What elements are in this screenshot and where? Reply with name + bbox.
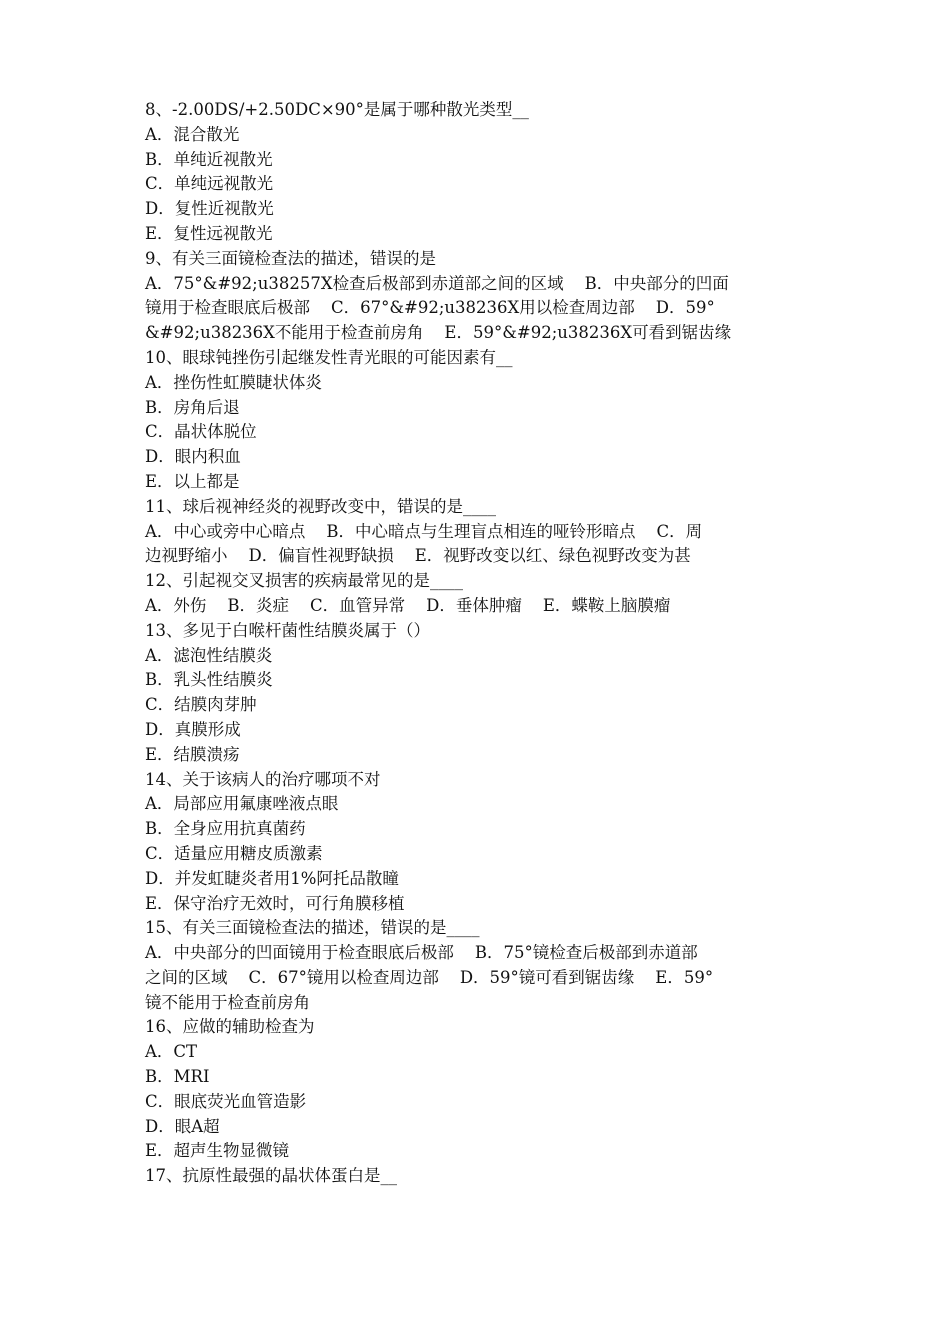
text-line: D．眼A超 <box>145 1116 220 1136</box>
text-line: C．晶状体脱位 <box>145 422 257 442</box>
text-line: 镜用于检查眼底后极部 C．67°&#92;u38236X用以检查周边部 D．59° <box>145 298 715 318</box>
text-line: A．混合散光 <box>145 124 240 144</box>
text-line: 12、引起视交叉损害的疾病最常见的是____ <box>145 571 463 591</box>
text-line: B．单纯近视散光 <box>145 149 273 169</box>
text-line: D．真膜形成 <box>145 719 241 739</box>
text-line: E．以上都是 <box>145 471 240 491</box>
text-line: 之间的区域 C．67°镜用以检查周边部 D．59°镜可看到锯齿缘 E．59° <box>145 967 714 987</box>
text-line: A．中心或旁中心暗点 B．中心暗点与生理盲点相连的哑铃形暗点 C．周 <box>145 521 703 541</box>
text-line: 17、抗原性最强的晶状体蛋白是__ <box>145 1166 397 1186</box>
text-line: A．外伤 B．炎症 C．血管异常 D．垂体肿瘤 E．蝶鞍上脑膜瘤 <box>145 595 671 615</box>
text-line: 14、关于该病人的治疗哪项不对 <box>145 769 381 789</box>
text-line: 15、有关三面镜检查法的描述，错误的是____ <box>145 918 480 938</box>
text-line: 13、多见于白喉杆菌性结膜炎属于（） <box>145 620 430 640</box>
text-line: 9、有关三面镜检查法的描述，错误的是 <box>145 248 436 268</box>
text-line: C．适量应用糖皮质激素 <box>145 843 323 863</box>
text-line: E．复性远视散光 <box>145 223 273 243</box>
text-line: 11、球后视神经炎的视野改变中，错误的是____ <box>145 496 496 516</box>
text-line: C．单纯远视散光 <box>145 174 274 194</box>
text-line: A．挫伤性虹膜睫状体炎 <box>145 372 322 392</box>
text-line: C．眼底荧光血管造影 <box>145 1091 307 1111</box>
text-line: D．眼内积血 <box>145 447 241 467</box>
document-page <box>145 98 820 1189</box>
text-line: D．并发虹睫炎者用1%阿托品散瞳 <box>145 868 399 888</box>
text-line: B．乳头性结膜炎 <box>145 670 273 690</box>
text-line: &#92;u38236X不能用于检查前房角 E．59°&#92;u38236X可看到锯齿缘 <box>145 323 732 343</box>
text-line: 边视野缩小 D．偏盲性视野缺损 E．视野改变以红、绿色视野改变为甚 <box>145 546 691 566</box>
text-line: A．滤泡性结膜炎 <box>145 645 273 665</box>
text-line: 16、应做的辅助检查为 <box>145 1017 315 1037</box>
text-line: B．房角后退 <box>145 397 240 417</box>
text-line: 镜不能用于检查前房角 <box>145 992 310 1012</box>
text-line: E．超声生物显微镜 <box>145 1141 290 1161</box>
text-line: A．75°&#92;u38257X检查后极部到赤道部之间的区域 B．中央部分的凹面 <box>145 273 729 293</box>
text-line: E．结膜溃疡 <box>145 744 240 764</box>
text-line: 8、-2.00DS/+2.50DC×90°是属于哪种散光类型__ <box>145 100 529 119</box>
text-line: E．保守治疗无效时，可行角膜移植 <box>145 893 405 913</box>
text-line: A．CT <box>145 1042 198 1062</box>
text-line: D．复性近视散光 <box>145 199 274 219</box>
text-line: B．全身应用抗真菌药 <box>145 819 306 839</box>
text-line: C．结膜肉芽肿 <box>145 695 257 715</box>
text-line: A．中央部分的凹面镜用于检查眼底后极部 B．75°镜检查后极部到赤道部 <box>145 943 698 963</box>
text-line: B．MRI <box>145 1067 210 1087</box>
text-line: 10、眼球钝挫伤引起继发性青光眼的可能因素有__ <box>145 347 513 367</box>
text-line: A．局部应用氟康唑液点眼 <box>145 794 339 814</box>
